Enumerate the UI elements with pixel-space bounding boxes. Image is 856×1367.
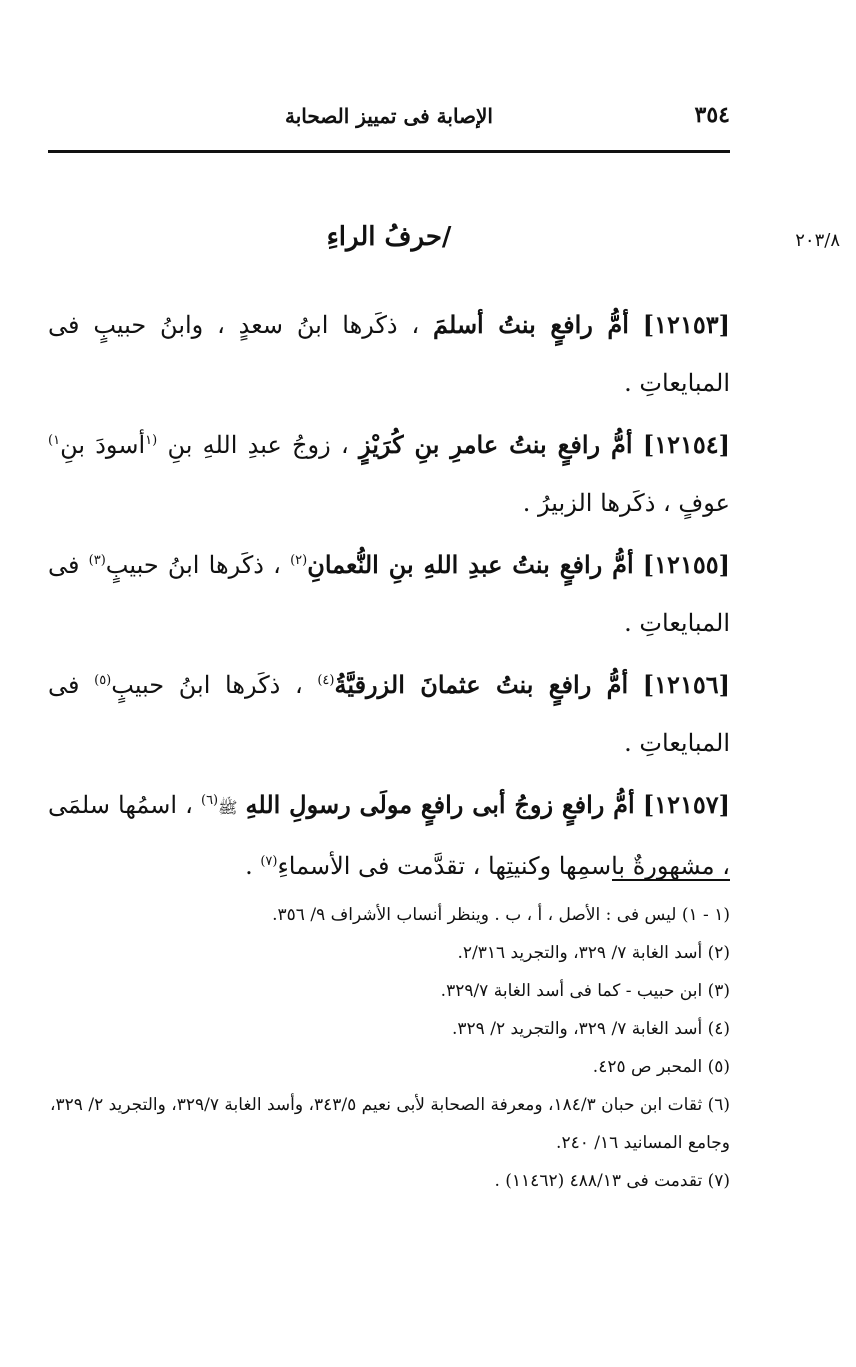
entry-12156	[48, 656, 730, 772]
footnote: (٦) ثقات ابن حبان ١٨٤/٣، ومعرفة الصحابة لأبى نعيم ٣٤٣/٥، وأسد الغابة ٣٢٩/٧، والتجريد ٢/ ٣٢٩، وجامع المسانيد ١٦/ ٢٤٠.	[50, 1095, 730, 1153]
entry-12157	[48, 776, 730, 895]
entry-text: ، زوجُ عبدِ اللهِ بنِ	[167, 431, 349, 459]
entry-name: أمُّ رافعٍ بنتُ أسلمَ	[433, 310, 629, 339]
entry-text: ، ذكَرها ابنُ سعدٍ ، وابنُ حبيبٍ فى المبايعاتِ .	[48, 311, 730, 397]
footnote: (٣) ابن حبيب - كما فى أسد الغابة ٣٢٩/٧.	[440, 981, 730, 1001]
salawat-glyph: ﷺ	[218, 798, 238, 817]
page-number: ٣٥٤	[694, 102, 730, 128]
footnote: (٢) أسد الغابة ٧/ ٣٢٩، والتجريد ٢/٣١٦.	[457, 943, 730, 963]
running-title: الإصابة فى تمييز الصحابة	[285, 104, 493, 128]
footnote-marker: (٧)	[260, 854, 278, 869]
entry-number: [١٢١٥٥]	[642, 550, 730, 579]
footnote-marker: (٣)	[88, 553, 106, 568]
entry-text: .	[245, 852, 253, 880]
footnote-marker: ١)	[48, 433, 61, 448]
footnote: (١ - ١) ليس فى : الأصل ، أ ، ب . وينظر أنساب الأشراف ٩/ ٣٥٦.	[272, 905, 730, 925]
entry-name: أمُّ رافعٍ زوجُ أبى رافعٍ مولَى رسولِ اللهِ	[245, 790, 635, 819]
entry-name: أمُّ رافعٍ بنتُ عبدِ اللهِ بنِ النُّعمانِ	[307, 550, 634, 579]
footnote-marker: (٤)	[317, 673, 335, 688]
footnote-rule	[612, 879, 730, 881]
entry-number: [١٢١٥٦]	[642, 670, 730, 699]
entry-text: أسودَ بنِ	[60, 431, 146, 459]
entry-number: [١٢١٥٤]	[642, 430, 730, 459]
entry-number: [١٢١٥٣]	[642, 310, 730, 339]
entry-text: ، اسمُها سلمَى ، مشهورةٌ باسمِها وكنيتِها ، تقدَّمت فى الأسماءِ	[48, 791, 730, 880]
page-header	[48, 102, 730, 138]
entry-number: [١٢١٥٧]	[642, 790, 730, 819]
entry-12155	[48, 536, 730, 652]
entry-text: فى المبايعاتِ .	[48, 671, 730, 757]
entry-text: عوفٍ ، ذكَرها الزبيرُ .	[522, 489, 730, 517]
footnotes	[48, 896, 730, 1200]
entry-name: أمُّ رافعٍ بنتُ عامرِ بنِ كُرَيْزٍ	[358, 430, 633, 459]
entry-text: ، ذكَرها ابنُ حبيبٍ	[111, 671, 303, 699]
entry-12153	[48, 296, 730, 412]
section-title: /حرفُ الراءِ	[326, 222, 452, 252]
footnote-marker: (٢)	[290, 553, 308, 568]
entry-text: فى المبايعاتِ .	[48, 551, 730, 637]
entries	[48, 296, 730, 895]
margin-reference: ٢٠٣/٨	[795, 230, 840, 251]
entry-name: أمُّ رافعٍ بنتُ عثمانَ الزرقيَّةُ	[334, 670, 629, 699]
footnote: (٧) تقدمت فى ٤٨٨/١٣ (١١٤٦٢) .	[494, 1171, 730, 1191]
entry-text: ، ذكَرها ابنُ حبيبٍ	[105, 551, 281, 579]
entry-12154	[48, 416, 730, 532]
footnote-marker: (٦)	[200, 793, 219, 808]
footnote: (٥) المحبر ص ٤٢٥.	[592, 1057, 730, 1077]
footnote-marker: (٥)	[94, 673, 112, 688]
footnote-marker: (١	[145, 433, 158, 448]
footnote: (٤) أسد الغابة ٧/ ٣٢٩، والتجريد ٢/ ٣٢٩.	[452, 1019, 730, 1039]
header-rule	[48, 150, 730, 153]
